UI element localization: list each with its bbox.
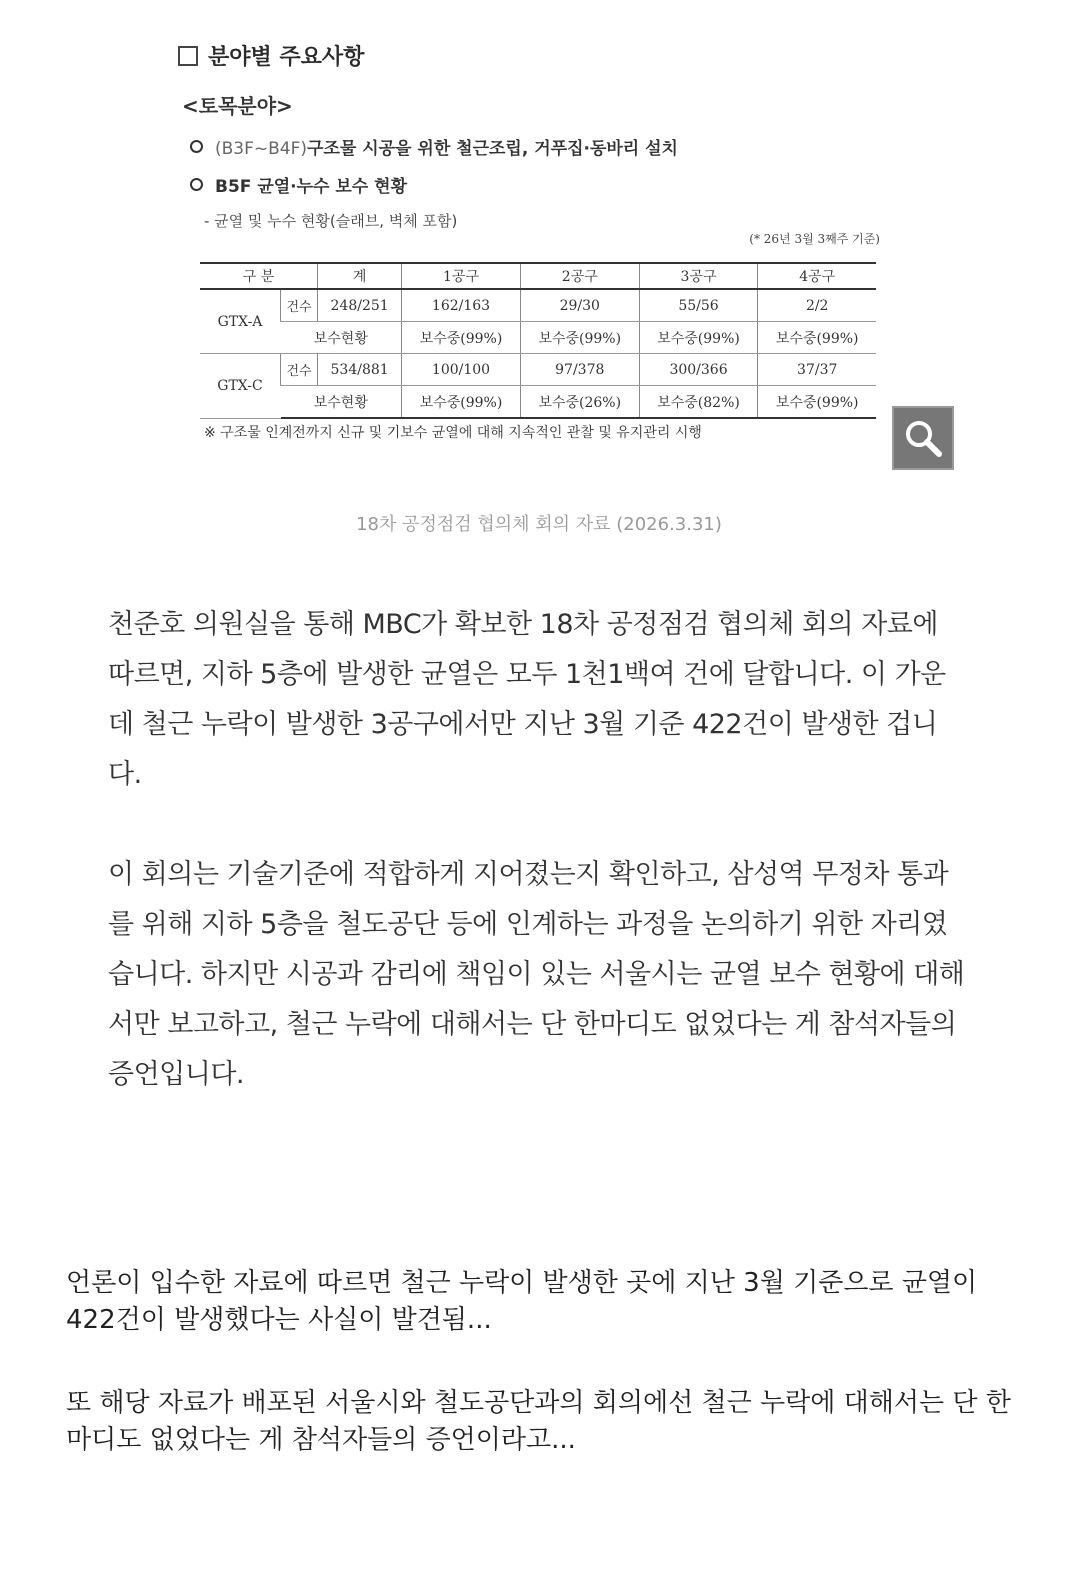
row-label: 건수 — [281, 354, 318, 386]
table-header: 구 분 — [200, 263, 318, 289]
table-cell: 보수중(99%) — [402, 322, 521, 354]
table-cell: 534/881 — [318, 354, 402, 386]
table-header: 1공구 — [402, 263, 521, 289]
table-cell: 100/100 — [402, 354, 521, 386]
bullet-circle-icon — [190, 140, 203, 153]
comment-paragraph-1 — [66, 1265, 1016, 1339]
table-cell: 보수중(99%) — [402, 386, 521, 419]
table-cell: 29/30 — [520, 289, 639, 322]
comment-text: 언론이 입수한 자료에 따르면 철근 누락이 발생한 곳에 지난 3월 기준으로 균열이 422건이 발생했다는 사실이 발견됨... — [66, 1268, 978, 1335]
section-subheading: <토목분야> — [182, 94, 293, 118]
table-cell: 97/378 — [520, 354, 639, 386]
table-cell: 보수중(99%) — [758, 322, 876, 354]
group-name: GTX-C — [200, 354, 281, 419]
table-header-row — [200, 263, 876, 289]
table-row — [200, 322, 876, 354]
bullet-item-1 — [190, 134, 678, 159]
comment-text: 또 해당 자료가 배포된 서울시와 철도공단과의 회의에선 철근 누락에 대해서는 단 한마디도 없었다는 게 참석자들의 증언이라고... — [66, 1388, 1011, 1455]
zoom-button[interactable] — [892, 406, 954, 470]
dash-item: - 균열 및 누수 현황(슬래브, 벽체 포함) — [204, 212, 458, 230]
article-paragraph-2 — [108, 850, 968, 1100]
crack-status-table — [200, 262, 876, 419]
table-header: 2공구 — [520, 263, 639, 289]
row-label: 보수현황 — [281, 322, 402, 354]
comment-paragraph-2 — [66, 1385, 1016, 1459]
table-cell: 보수중(26%) — [520, 386, 639, 419]
table-cell: 보수중(99%) — [758, 386, 876, 419]
bullet-circle-icon — [190, 178, 203, 191]
table-row — [200, 289, 876, 322]
table-row — [200, 354, 876, 386]
table-cell: 248/251 — [318, 289, 402, 322]
row-label: 건수 — [281, 289, 318, 322]
bullet-item-2 — [190, 172, 407, 197]
table-header: 3공구 — [639, 263, 758, 289]
bullet-text: B5F 균열·누수 보수 현황 — [215, 177, 407, 197]
table-cell: 37/37 — [758, 354, 876, 386]
document-heading — [178, 40, 364, 71]
table-header: 4공구 — [758, 263, 876, 289]
group-name: GTX-A — [200, 289, 281, 354]
table-footnote: ※ 구조물 인계전까지 신규 및 기보수 균열에 대해 지속적인 관찰 및 유지관리 시행 — [204, 425, 702, 441]
table-cell: 보수중(82%) — [639, 386, 758, 419]
checkbox-icon — [178, 46, 198, 66]
article-paragraph-1 — [108, 600, 968, 800]
table-cell: 2/2 — [758, 289, 876, 322]
basis-note: (* 26년 3월 3째주 기준) — [749, 232, 880, 246]
table-cell: 보수중(99%) — [520, 322, 639, 354]
image-caption: 18차 공정점검 협의체 회의 자료 (2026.3.31) — [356, 514, 722, 535]
table-cell: 300/366 — [639, 354, 758, 386]
heading-text: 분야별 주요사항 — [208, 45, 365, 70]
table-row — [200, 386, 876, 419]
table-cell: 162/163 — [402, 289, 521, 322]
paragraph-text: 천준호 의원실을 통해 MBC가 확보한 18차 공정점검 협의체 회의 자료에 따르면, 지하 5층에 발생한 균열은 모두 1천1백여 건에 달합니다. 이 가운데 철근 누락이 발생한 3공구에서만 지난 3월 기준 422건이 발생한 겁니다. — [108, 609, 946, 790]
row-label: 보수현황 — [281, 386, 402, 419]
magnifier-icon — [901, 416, 945, 460]
table-header: 계 — [318, 263, 402, 289]
table-cell: 55/56 — [639, 289, 758, 322]
bullet-text: 구조물 시공을 위한 철근조립, 거푸집·동바리 설치 — [307, 139, 678, 159]
table-cell: 보수중(99%) — [639, 322, 758, 354]
scanned-document — [160, 30, 960, 480]
paragraph-text: 이 회의는 기술기준에 적합하게 지어졌는지 확인하고, 삼성역 무정차 통과를 위해 지하 5층을 철도공단 등에 인계하는 과정을 논의하기 위한 자리였습니다. 하지만 시공과 감리에 책임이 있는 서울시는 균열 보수 현황에 대해서만 보고하고, 철근 누락에 대해서는 단 한마디도 없었다는 게 참석자들의 증언입니다. — [108, 859, 965, 1090]
bullet-prefix: (B3F~B4F) — [215, 139, 308, 159]
